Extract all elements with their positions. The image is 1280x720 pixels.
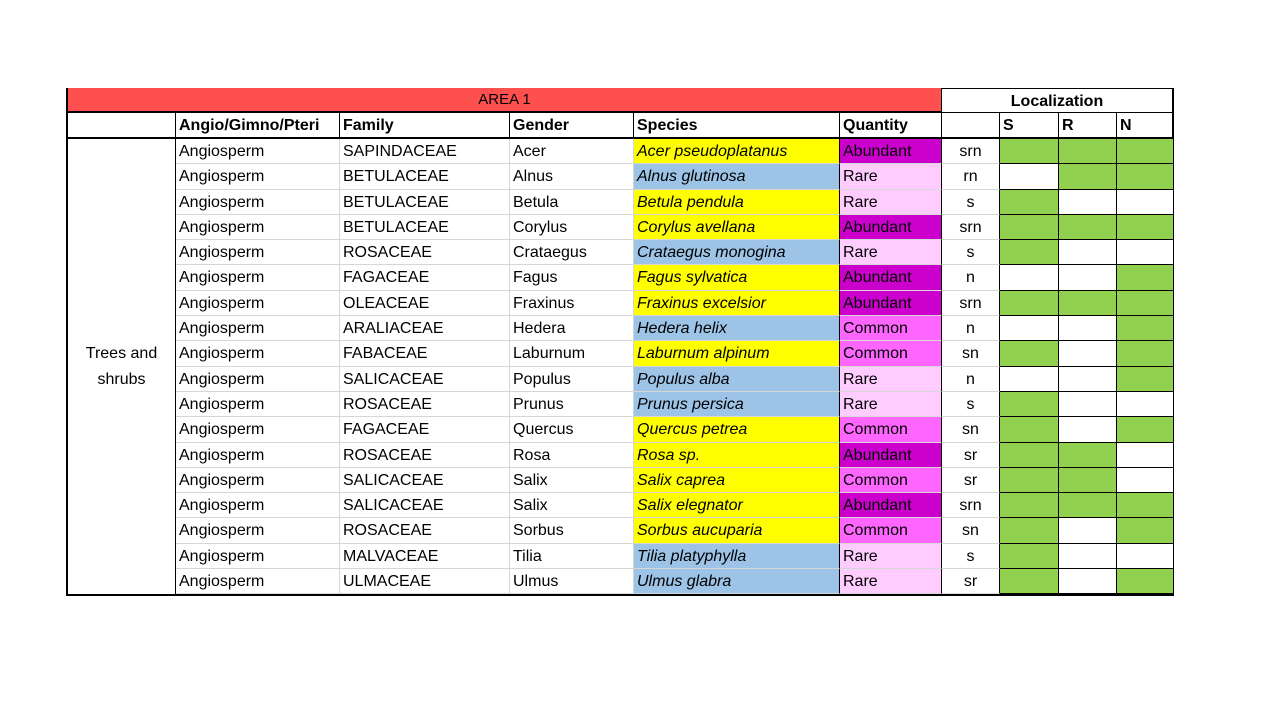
cell-loc-r [1059,139,1117,164]
cell-gender: Prunus [510,392,634,417]
cell-family: MALVACEAE [340,544,510,569]
cell-species: Betula pendula [634,190,840,215]
cell-quantity: Rare [840,569,942,594]
species-table [66,88,1174,596]
cell-gender: Hedera [510,316,634,341]
cell-loc-r [1059,316,1117,341]
cell-code: sn [942,417,1000,442]
cell-species: Quercus petrea [634,417,840,442]
header-species: Species [634,113,840,139]
cell-family: ARALIACEAE [340,316,510,341]
header-quantity: Quantity [840,113,942,139]
cell-loc-s [1000,468,1059,493]
cell-loc-n [1117,139,1174,164]
cell-loc-r [1059,190,1117,215]
cell-loc-s [1000,493,1059,518]
cell-quantity: Rare [840,367,942,392]
cell-quantity: Common [840,468,942,493]
header-r: R [1059,113,1117,139]
cell-loc-n [1117,367,1174,392]
cell-family: FAGACEAE [340,417,510,442]
cell-family: ROSACEAE [340,392,510,417]
cell-loc-s [1000,569,1059,594]
cell-loc-r [1059,417,1117,442]
cell-loc-n [1117,569,1174,594]
cell-loc-s [1000,518,1059,543]
cell-loc-n [1117,164,1174,189]
cell-family: SALICACEAE [340,468,510,493]
cell-division: Angiosperm [176,291,340,316]
cell-species: Fagus sylvatica [634,265,840,290]
cell-family: OLEACEAE [340,291,510,316]
cell-gender: Populus [510,367,634,392]
cell-family: ULMACEAE [340,569,510,594]
cell-division: Angiosperm [176,468,340,493]
cell-species: Ulmus glabra [634,569,840,594]
cell-loc-s [1000,215,1059,240]
cell-quantity: Rare [840,190,942,215]
cell-division: Angiosperm [176,164,340,189]
cell-loc-r [1059,215,1117,240]
cell-loc-n [1117,265,1174,290]
cell-loc-n [1117,291,1174,316]
cell-code: srn [942,291,1000,316]
header-division: Angio/Gimno/Pteri [176,113,340,139]
cell-code: srn [942,215,1000,240]
cell-family: ROSACEAE [340,240,510,265]
cell-loc-n [1117,341,1174,366]
cell-division: Angiosperm [176,569,340,594]
cell-family: ROSACEAE [340,518,510,543]
cell-gender: Sorbus [510,518,634,543]
cell-gender: Ulmus [510,569,634,594]
cell-gender: Laburnum [510,341,634,366]
cell-quantity: Abundant [840,291,942,316]
cell-species: Corylus avellana [634,215,840,240]
cell-code: s [942,240,1000,265]
cell-gender: Fraxinus [510,291,634,316]
cell-loc-n [1117,240,1174,265]
cell-species: Sorbus aucuparia [634,518,840,543]
cell-gender: Salix [510,493,634,518]
cell-code: n [942,265,1000,290]
localization-title: Localization [942,88,1174,113]
cell-species: Prunus persica [634,392,840,417]
cell-loc-n [1117,468,1174,493]
cell-code: sr [942,468,1000,493]
cell-code: s [942,190,1000,215]
cell-division: Angiosperm [176,240,340,265]
cell-loc-r [1059,392,1117,417]
cell-family: FAGACEAE [340,265,510,290]
cell-division: Angiosperm [176,190,340,215]
cell-gender: Crataegus [510,240,634,265]
header-s: S [1000,113,1059,139]
cell-loc-r [1059,164,1117,189]
cell-loc-r [1059,443,1117,468]
cell-gender: Rosa [510,443,634,468]
cell-loc-s [1000,443,1059,468]
cell-loc-r [1059,240,1117,265]
cell-loc-s [1000,417,1059,442]
cell-gender: Fagus [510,265,634,290]
cell-family: BETULACEAE [340,190,510,215]
cell-division: Angiosperm [176,392,340,417]
cell-loc-n [1117,316,1174,341]
cell-loc-n [1117,215,1174,240]
cell-gender: Tilia [510,544,634,569]
cell-quantity: Abundant [840,493,942,518]
cell-gender: Corylus [510,215,634,240]
cell-loc-s [1000,190,1059,215]
cell-loc-s [1000,240,1059,265]
cell-loc-n [1117,190,1174,215]
cell-quantity: Abundant [840,215,942,240]
cell-quantity: Common [840,417,942,442]
cell-division: Angiosperm [176,443,340,468]
cell-species: Salix caprea [634,468,840,493]
header-family: Family [340,113,510,139]
area-title: AREA 1 [68,88,942,113]
cell-loc-r [1059,569,1117,594]
cell-gender: Salix [510,468,634,493]
cell-quantity: Common [840,316,942,341]
cell-quantity: Common [840,341,942,366]
cell-species: Tilia platyphylla [634,544,840,569]
cell-quantity: Rare [840,240,942,265]
cell-gender: Alnus [510,164,634,189]
header-gender: Gender [510,113,634,139]
cell-family: BETULACEAE [340,215,510,240]
cell-code: srn [942,493,1000,518]
cell-loc-s [1000,291,1059,316]
cell-loc-s [1000,164,1059,189]
cell-loc-s [1000,139,1059,164]
cell-loc-r [1059,265,1117,290]
cell-division: Angiosperm [176,493,340,518]
cell-species: Rosa sp. [634,443,840,468]
cell-division: Angiosperm [176,417,340,442]
cell-species: Fraxinus excelsior [634,291,840,316]
cell-division: Angiosperm [176,139,340,164]
cell-division: Angiosperm [176,316,340,341]
cell-code: rn [942,164,1000,189]
cell-division: Angiosperm [176,341,340,366]
cell-gender: Quercus [510,417,634,442]
header-code [942,113,1000,139]
cell-code: n [942,316,1000,341]
cell-quantity: Rare [840,544,942,569]
cell-code: s [942,544,1000,569]
cell-species: Laburnum alpinum [634,341,840,366]
cell-loc-s [1000,316,1059,341]
cell-loc-n [1117,392,1174,417]
cell-loc-n [1117,417,1174,442]
cell-division: Angiosperm [176,215,340,240]
cell-family: SAPINDACEAE [340,139,510,164]
cell-species: Salix elegnator [634,493,840,518]
cell-gender: Acer [510,139,634,164]
cell-code: sn [942,341,1000,366]
cell-loc-n [1117,544,1174,569]
cell-code: sn [942,518,1000,543]
cell-loc-r [1059,291,1117,316]
cell-family: BETULACEAE [340,164,510,189]
group-label-text: Trees and shrubs [85,344,158,388]
cell-loc-s [1000,341,1059,366]
cell-code: srn [942,139,1000,164]
cell-loc-r [1059,468,1117,493]
cell-code: sr [942,443,1000,468]
cell-quantity: Abundant [840,139,942,164]
cell-division: Angiosperm [176,265,340,290]
cell-division: Angiosperm [176,367,340,392]
cell-loc-r [1059,341,1117,366]
cell-loc-s [1000,265,1059,290]
cell-quantity: Rare [840,164,942,189]
cell-loc-r [1059,518,1117,543]
cell-family: FABACEAE [340,341,510,366]
cell-loc-n [1117,518,1174,543]
cell-quantity: Common [840,518,942,543]
cell-loc-r [1059,544,1117,569]
cell-loc-r [1059,493,1117,518]
cell-family: SALICACEAE [340,367,510,392]
cell-loc-s [1000,367,1059,392]
cell-loc-s [1000,392,1059,417]
cell-family: ROSACEAE [340,443,510,468]
cell-loc-n [1117,443,1174,468]
cell-code: sr [942,569,1000,594]
cell-species: Crataegus monogina [634,240,840,265]
cell-loc-s [1000,544,1059,569]
cell-division: Angiosperm [176,544,340,569]
header-n: N [1117,113,1174,139]
cell-species: Hedera helix [634,316,840,341]
cell-division: Angiosperm [176,518,340,543]
cell-quantity: Abundant [840,443,942,468]
cell-loc-n [1117,493,1174,518]
cell-species: Alnus glutinosa [634,164,840,189]
header-blank [68,113,176,139]
cell-gender: Betula [510,190,634,215]
cell-loc-r [1059,367,1117,392]
cell-quantity: Rare [840,392,942,417]
cell-quantity: Abundant [840,265,942,290]
group-label [68,139,176,594]
cell-code: s [942,392,1000,417]
cell-code: n [942,367,1000,392]
cell-species: Populus alba [634,367,840,392]
cell-species: Acer pseudoplatanus [634,139,840,164]
cell-family: SALICACEAE [340,493,510,518]
